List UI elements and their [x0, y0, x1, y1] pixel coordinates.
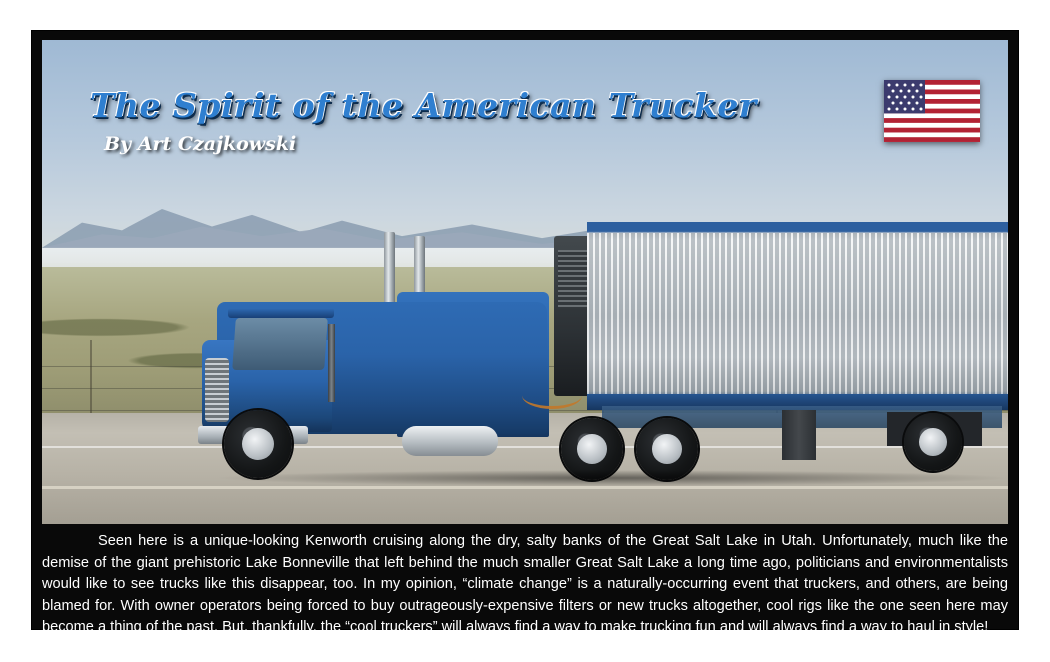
- windshield: [232, 318, 328, 370]
- trailer-wheel: [904, 413, 962, 471]
- front-grille: [205, 358, 229, 422]
- title-block: [90, 86, 757, 155]
- sun-visor: [228, 308, 334, 318]
- american-flag-icon: [884, 80, 980, 142]
- byline: By Art Czajkowski: [104, 133, 297, 155]
- ground-shadow: [212, 470, 1008, 486]
- article-photo: [42, 40, 1008, 524]
- fuel-tank: [402, 426, 498, 456]
- photo-caption: [42, 531, 1008, 635]
- trailer-box: [587, 222, 1008, 410]
- landing-gear: [782, 410, 816, 460]
- side-mirror: [328, 324, 335, 402]
- air-hose-line: [522, 382, 582, 409]
- caption-text: Seen here is a unique-looking Kenworth cruising along the dry, salty banks of the Great Salt Lake in Utah. Unfortunately, much like the demise of the giant prehistoric Lake Bonneville that left behind the much smaller Great Salt Lake a long time ago, politicians and environmentalists would like to see trucks like this disappear, too. In my opinion, “climate change” is a naturally-occurring event that truckers, and others, are being blamed for. With owner operators being forced to buy outrageously-expensive filters or new trucks altogether, cool rigs like the one seen here may become a thing of the past. But, thankfully, the “cool truckers” will always find a way to make trucking fun and will always find a way to haul in style!: [42, 533, 1008, 635]
- article-panel: [32, 31, 1018, 635]
- steer-wheel: [224, 410, 292, 478]
- page-title: The Spirit of the American Trucker: [90, 86, 757, 125]
